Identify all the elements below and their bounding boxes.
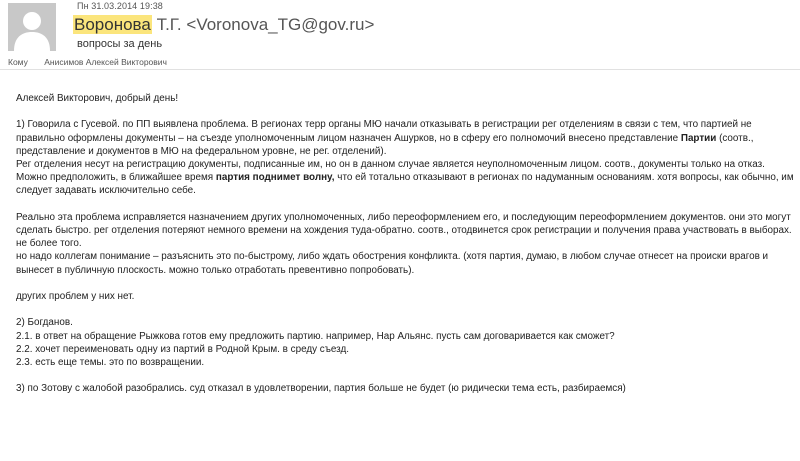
person-silhouette-icon xyxy=(8,3,56,51)
paragraph-1 xyxy=(16,118,796,158)
paragraph-1-bold: Партии xyxy=(680,132,717,144)
message-date: Пн 31.03.2014 19:38 xyxy=(77,1,163,11)
paragraph-gap xyxy=(16,303,796,316)
paragraph-gap xyxy=(16,369,796,382)
paragraph-6: других проблем у них нет. xyxy=(16,291,135,302)
recipient-name[interactable]: Анисимов Алексей Викторович xyxy=(44,57,167,67)
paragraph-3 xyxy=(16,171,796,197)
message-header xyxy=(0,0,800,70)
message-subject: вопросы за день xyxy=(77,38,163,50)
paragraph-3-text: Можно предположить, в ближайшее время xyxy=(16,172,216,184)
to-label: Кому xyxy=(8,57,28,67)
paragraph-4: Реально эта проблема исправляется назначением других уполномоченных, либо переоформлением его, и последующим переоформлением документов. они это могут сделать быстро. рег отделения потеряют немного времени на хождения туда-обратно. соотв., отодвинется срок регистрации и получения права участвовать в выборах. не более того. xyxy=(16,211,792,250)
paragraph-2: Рег отделения несут на регистрацию документы, подписанные им, но он в данном случае является неуполномоченным лицом. соотв., документы только на отказ. xyxy=(16,159,765,170)
sender-email: <Voronova_TG@gov.ru> xyxy=(186,15,375,34)
header-divider xyxy=(0,69,800,70)
paragraph-9: 2.2. хочет переименовать одну из партий в Родной Крым. в среду съезд. xyxy=(16,343,349,355)
paragraph-1-text-end: (соотв., представление и документов в МЮ на федеральном уровне, не рег. отделений). xyxy=(16,132,754,157)
paragraph-1-text: 1) Говорила с Гусевой. по ПП выявлена проблема. В регионах терр органы МЮ начали отказывать в регистрации рег отделениям в связи с тем, что партией не правильно оформлены документы – на съезде уполномоченным лицом назначен Ашурков, но в сферу его полномочий внесено представление xyxy=(16,119,752,144)
paragraph-3-text-end: что ей тотально отказывают в регионах по надуманным основаниям. хотя вопросы, как обычно, им следует задавать исключительно себе. xyxy=(16,172,794,197)
paragraph-5: но надо коллегам понимание – разъяснить это по-быстрому, либо ждать обострения конфликта. (хотя партия, думаю, в любом случае отнесет на происки врагов и вынесет в публичную плоскость. можно только отработать превентивно попробовать). xyxy=(16,251,769,276)
paragraph-7: 2) Богданов. xyxy=(16,317,73,329)
sender-avatar[interactable] xyxy=(8,3,56,51)
recipients-row xyxy=(8,57,167,67)
paragraph-11: 3) по Зотову с жалобой разобрались. суд отказал в удовлетворении, партия больше не будет (ю ридически тема есть, разбираемся) xyxy=(16,383,626,395)
sender-line[interactable] xyxy=(73,14,374,36)
paragraph-gap xyxy=(16,277,796,290)
sender-surname: Воронова xyxy=(74,15,151,34)
paragraph-gap xyxy=(16,198,796,211)
sender-initials: Т.Г. xyxy=(156,15,182,34)
paragraph-8: 2.1. в ответ на обращение Рыжкова готов ему предложить партию. например, Нар Альянс. пусть сам договаривается как сможет? xyxy=(16,330,615,342)
paragraph-10: 2.3. есть еще темы. это по возвращении. xyxy=(16,357,205,368)
message-body xyxy=(16,92,796,396)
paragraph-3-bold: партия поднимет волну, xyxy=(215,172,335,184)
paragraph-gap xyxy=(16,105,796,118)
greeting: Алексей Викторович, добрый день! xyxy=(16,93,179,104)
